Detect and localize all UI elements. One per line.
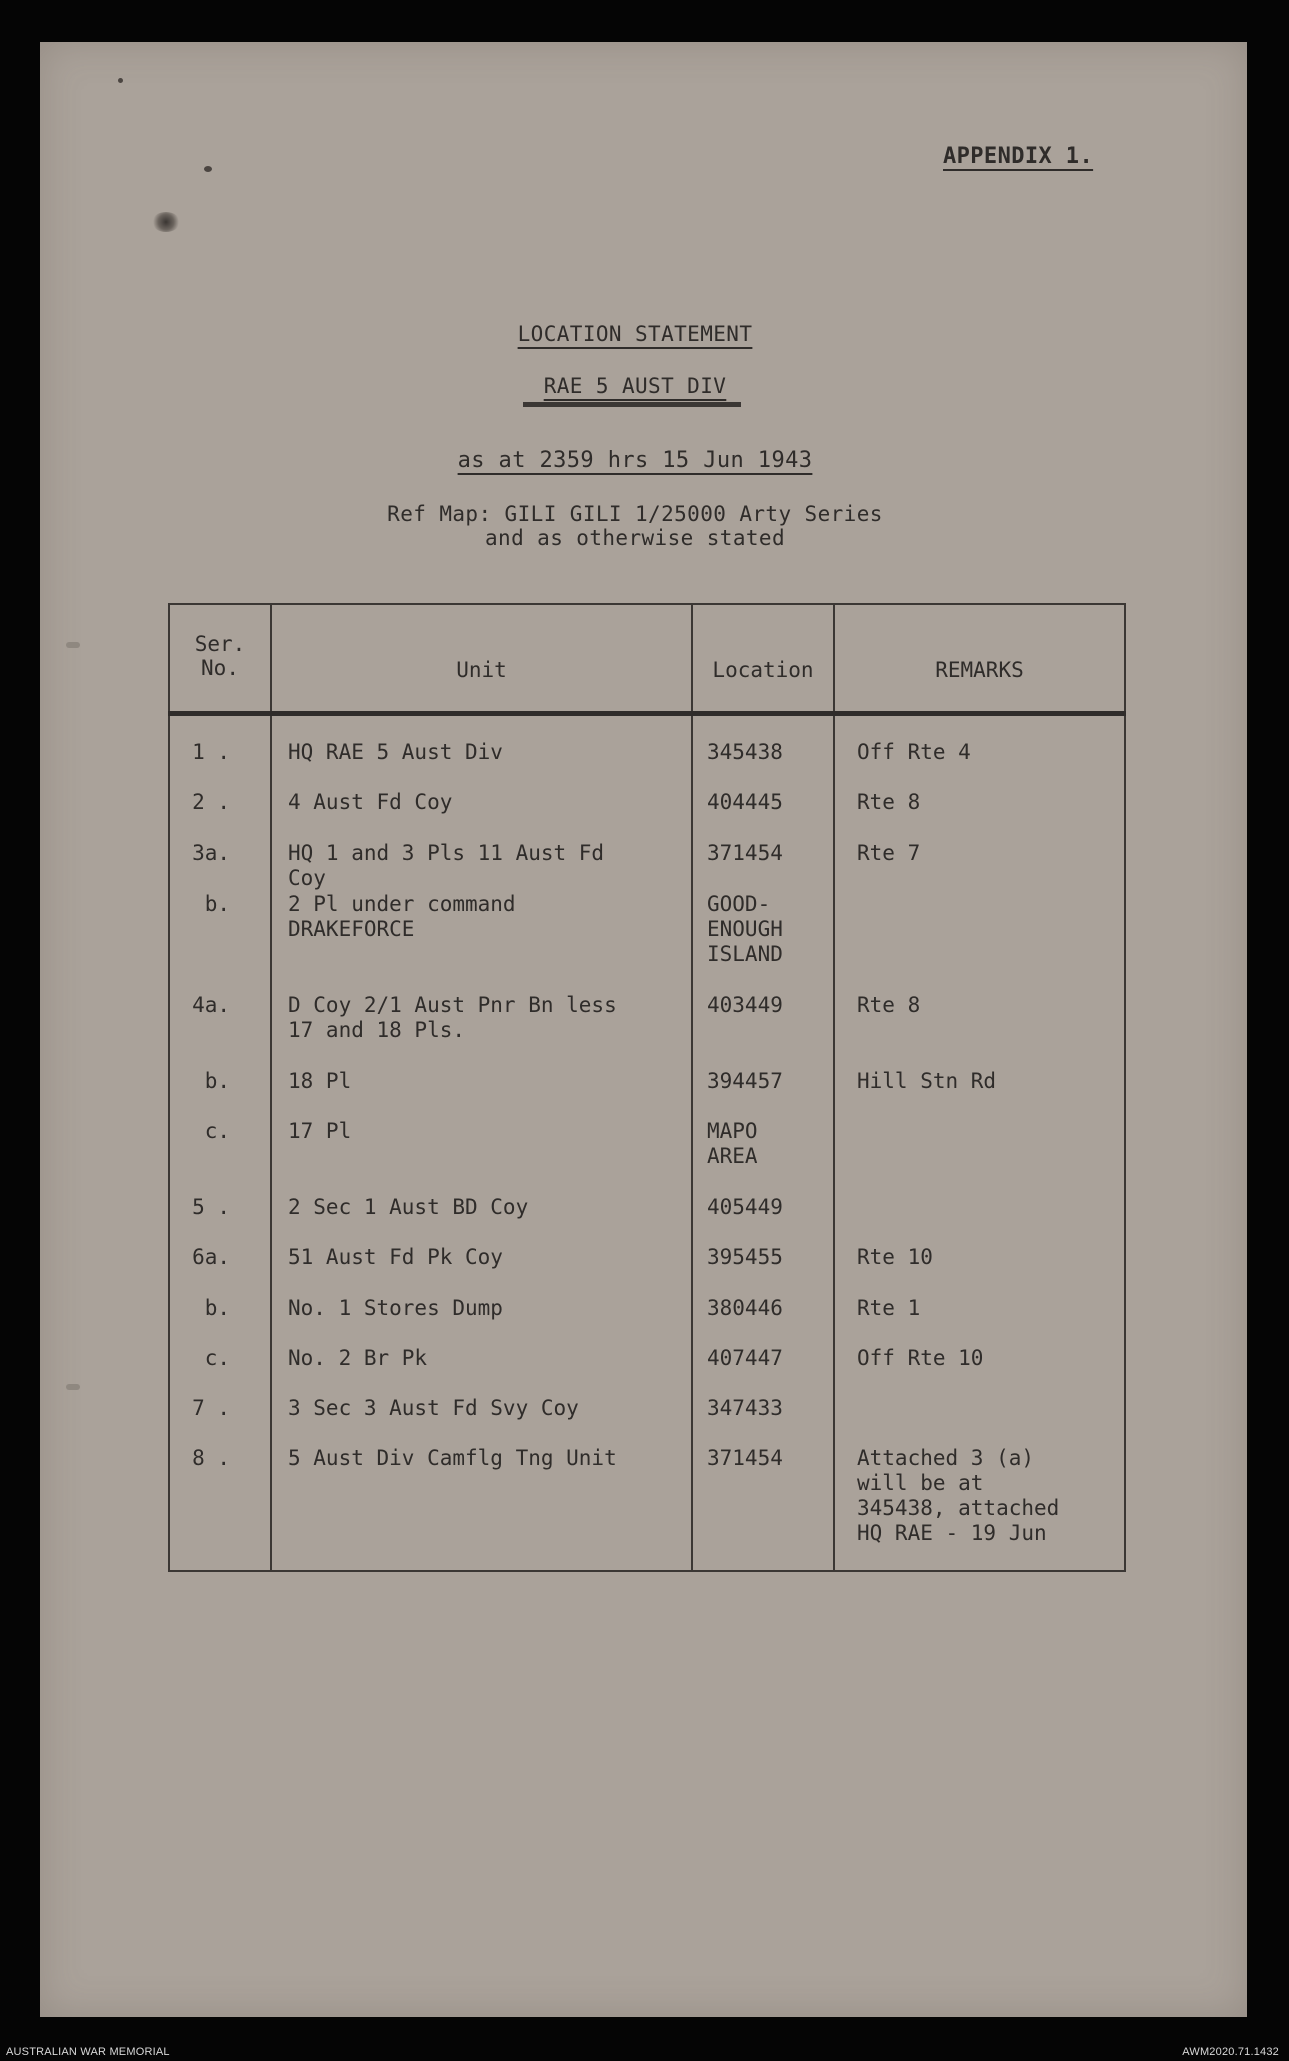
footer-institution: AUSTRALIAN WAR MEMORIAL [6, 2046, 170, 2058]
col-divider-location [833, 603, 835, 1572]
location-cell: 371454 [707, 841, 783, 865]
header-ser-line2: No. [201, 656, 239, 680]
ser-cell: 1 . [192, 740, 230, 764]
location-cell: GOOD- ENOUGH ISLAND [707, 892, 783, 966]
unit-title: RAE 5 AUST DIV [543, 374, 727, 398]
header-location: Location [712, 658, 814, 682]
location-cell: 380446 [707, 1296, 783, 1320]
ser-cell: c. [204, 1346, 230, 1370]
unit-cell: 51 Aust Fd Pk Coy [288, 1245, 503, 1269]
unit-cell: 5 Aust Div Camflg Tng Unit [288, 1446, 617, 1470]
unit-cell: 2 Pl under command DRAKEFORCE [288, 892, 516, 941]
ser-cell: 3a. [192, 841, 230, 865]
ser-cell: c. [204, 1119, 230, 1143]
remarks-cell: Rte 7 [857, 841, 921, 865]
ser-cell: 7 . [192, 1396, 230, 1420]
title-underline-bar [523, 402, 741, 407]
ser-cell: 5 . [192, 1195, 230, 1219]
ink-blot [152, 212, 180, 232]
remarks-cell: Rte 1 [857, 1296, 921, 1320]
remarks-cell: Off Rte 10 [857, 1346, 984, 1370]
col-divider-unit [691, 603, 693, 1572]
remarks-cell: Rte 10 [857, 1245, 933, 1269]
ref-map-line1: Ref Map: GILI GILI 1/25000 Arty Series [387, 502, 883, 526]
location-cell: 395455 [707, 1245, 783, 1269]
ser-cell: 4a. [192, 993, 230, 1017]
as-at-date: as at 2359 hrs 15 Jun 1943 [457, 448, 813, 473]
location-cell: 394457 [707, 1069, 783, 1093]
header-ser-line1: Ser. [194, 632, 246, 656]
location-cell: 404445 [707, 790, 783, 814]
unit-cell: 4 Aust Fd Coy [288, 790, 453, 814]
punch-hole-bottom [66, 1384, 80, 1390]
ink-speck [204, 166, 212, 172]
unit-cell: D Coy 2/1 Aust Pnr Bn less 17 and 18 Pls. [288, 993, 617, 1042]
ser-cell: 2 . [192, 790, 230, 814]
unit-cell: No. 1 Stores Dump [288, 1296, 503, 1320]
ser-cell: b. [204, 892, 230, 916]
ser-cell: 6a. [192, 1245, 230, 1269]
footer-accession-id: AWM2020.71.1432 [1182, 2046, 1279, 2058]
ink-speck [118, 78, 123, 83]
header-divider [168, 711, 1126, 716]
unit-cell: 17 Pl [288, 1119, 352, 1143]
location-cell: 345438 [707, 740, 783, 764]
unit-cell: HQ RAE 5 Aust Div [288, 740, 503, 764]
header-remarks: REMARKS [935, 658, 1024, 682]
remarks-cell: Attached 3 (a) will be at 345438, attached HQ RAE - 19 Jun [857, 1446, 1060, 1545]
ser-cell: b. [204, 1296, 230, 1320]
unit-cell: No. 2 Br Pk [288, 1346, 428, 1370]
location-cell: 347433 [707, 1396, 783, 1420]
unit-cell: HQ 1 and 3 Pls 11 Aust Fd Coy [288, 841, 605, 890]
remarks-cell: Off Rte 4 [857, 740, 971, 764]
unit-cell: 18 Pl [288, 1069, 352, 1093]
unit-cell: 3 Sec 3 Aust Fd Svy Coy [288, 1396, 579, 1420]
location-cell: 405449 [707, 1195, 783, 1219]
document-title: LOCATION STATEMENT [517, 322, 753, 346]
location-cell: MAPO AREA [707, 1119, 758, 1168]
unit-cell: 2 Sec 1 Aust BD Coy [288, 1195, 529, 1219]
location-cell: 403449 [707, 993, 783, 1017]
location-cell: 407447 [707, 1346, 783, 1370]
punch-hole-top [66, 642, 80, 648]
remarks-cell: Rte 8 [857, 790, 921, 814]
col-divider-ser [270, 603, 272, 1572]
header-ser-no [170, 632, 270, 680]
remarks-cell: Rte 8 [857, 993, 921, 1017]
header-unit: Unit [456, 658, 507, 682]
ser-cell: b. [204, 1069, 230, 1093]
location-cell: 371454 [707, 1446, 783, 1470]
ser-cell: 8 . [192, 1446, 230, 1470]
remarks-cell: Hill Stn Rd [857, 1069, 997, 1093]
appendix-label: APPENDIX 1. [943, 144, 1094, 169]
ref-map-line2: and as otherwise stated [485, 526, 785, 550]
